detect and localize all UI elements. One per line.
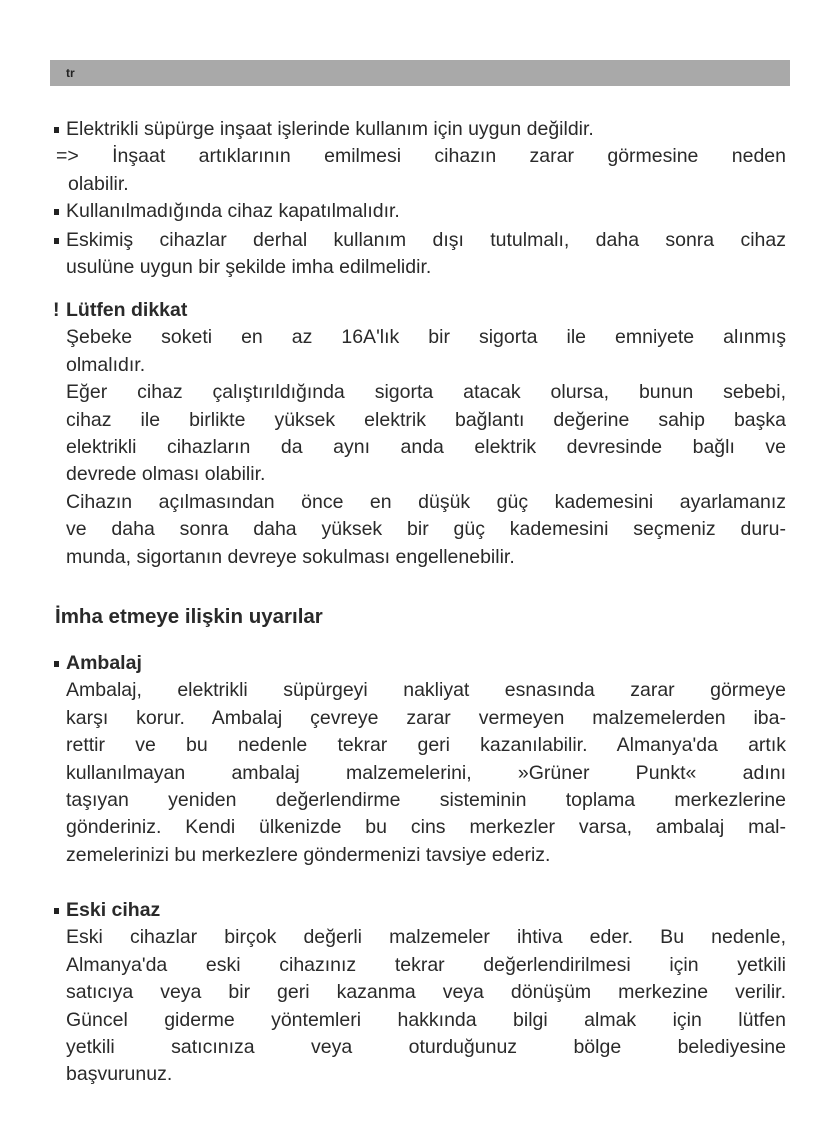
text-line: olabilir. — [68, 172, 129, 195]
bullet-item — [66, 227, 786, 282]
text-line: Eski cihazlar birçok değerli malzemeler ihtiva eder. Bu nedenle, — [66, 926, 786, 949]
text-line: Güncel giderme yöntemleri hakkında bilgi almak için lütfen — [66, 1008, 786, 1031]
text-line: taşıyan yeniden değerlendirme sisteminin toplama merkezlerine — [66, 789, 786, 812]
text-line: Ambalaj, elektrikli süpürgeyi nakliyat esnasında zarar görmeye — [66, 679, 786, 702]
bullet-note — [56, 143, 786, 198]
text-line: usulüne uygun bir şekilde imha edilmelidir. — [66, 256, 432, 279]
exclamation-icon: ! — [53, 299, 60, 321]
text-line: karşı korur. Ambalaj çevreye zarar vermeyen malzemelerden iba- — [66, 706, 786, 729]
attention-section — [53, 297, 786, 571]
text-line: Almanya'da eski cihazınız tekrar değerlendirilmesi için yetkili — [66, 953, 786, 976]
section-heading: İmha etmeye ilişkin uyarılar — [55, 605, 323, 628]
text-line: devrede olması olabilir. — [66, 463, 266, 486]
old-device-section — [66, 897, 786, 1089]
old-device-title: Eski cihaz — [66, 899, 161, 921]
text-line: elektrikli cihazların da aynı anda elektrik devresinde bağlı ve — [66, 436, 786, 459]
text-line: olmalıdır. — [66, 353, 146, 376]
packaging-section — [66, 650, 786, 869]
text-line: => İnşaat artıklarının emilmesi cihazın zarar görmesine neden — [56, 145, 786, 168]
text-line: Elektrikli süpürge inşaat işlerinde kullanım için uygun değildir. — [66, 118, 594, 140]
text-line: zemelerinizi bu merkezlere göndermenizi tavsiye ederiz. — [66, 843, 551, 866]
text-line: Şebeke soketi en az 16A'lık bir sigorta ile emniyete alınmış — [66, 326, 786, 349]
packaging-title: Ambalaj — [66, 652, 142, 674]
text-line: cihaz ile birlikte yüksek elektrik bağlantı değerine sahip başka — [66, 408, 786, 431]
bullet-item — [66, 198, 786, 225]
bullet-icon — [54, 127, 59, 133]
text-line: ve daha sonra daha yüksek bir güç kademesini seçmeniz duru- — [66, 518, 786, 541]
bullet-icon — [54, 908, 59, 914]
bullet-icon — [54, 238, 59, 244]
language-header-bar — [50, 60, 790, 86]
text-line: Eskimiş cihazlar derhal kullanım dışı tutulmalı, daha sonra cihaz — [66, 229, 786, 251]
text-line: başvurunuz. — [66, 1063, 173, 1086]
text-line: munda, sigortanın devreye sokulması engellenebilir. — [66, 545, 515, 568]
bullet-item — [66, 116, 786, 143]
bullet-icon — [54, 209, 59, 215]
text-line: yetkili satıcınıza veya oturduğunuz bölge belediyesine — [66, 1036, 786, 1059]
text-line: satıcıya veya bir geri kazanma veya dönüşüm merkezine verilir. — [66, 981, 786, 1004]
bullet-icon — [54, 661, 59, 667]
language-code: tr — [66, 66, 75, 80]
text-line: Cihazın açılmasından önce en düşük güç kademesini ayarlamanız — [66, 490, 786, 513]
text-line: kullanılmayan ambalaj malzemelerini, »Grüner Punkt« adını — [66, 761, 786, 784]
attention-title: Lütfen dikkat — [66, 299, 188, 321]
text-line: gönderiniz. Kendi ülkenizde bu cins merkezler varsa, ambalaj mal- — [66, 816, 786, 839]
text-line: Kullanılmadığında cihaz kapatılmalıdır. — [66, 200, 400, 223]
text-line: rettir ve bu nedenle tekrar geri kazanılabilir. Almanya'da artık — [66, 734, 786, 757]
text-line: Eğer cihaz çalıştırıldığında sigorta atacak olursa, bunun sebebi, — [66, 381, 786, 404]
